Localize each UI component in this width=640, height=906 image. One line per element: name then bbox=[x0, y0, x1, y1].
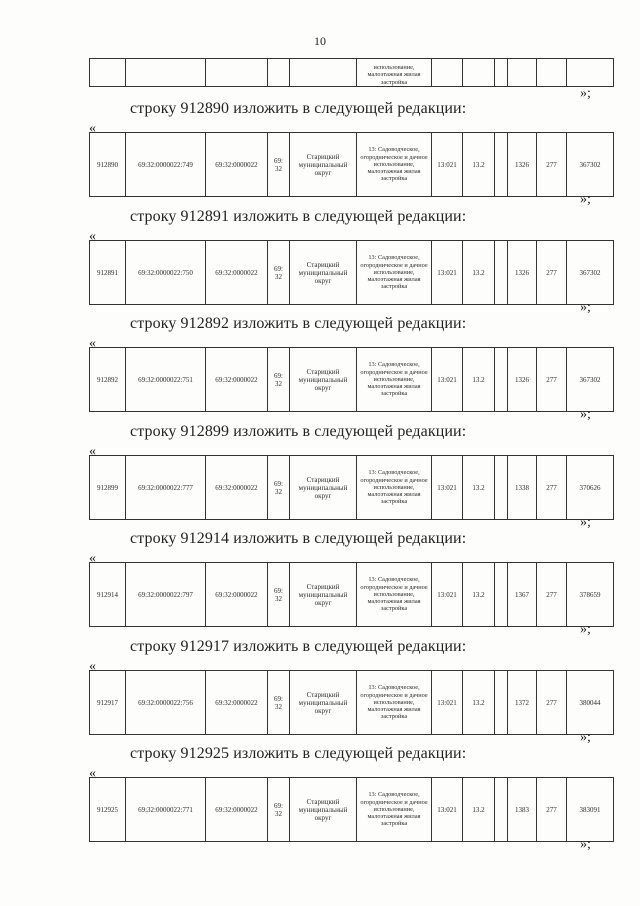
cell-district: Старицкий муниципальный округ bbox=[290, 778, 357, 842]
table-row bbox=[90, 133, 614, 197]
cell-region: 69: 32 bbox=[268, 241, 290, 305]
cell-empty bbox=[495, 456, 508, 520]
table-row bbox=[90, 778, 614, 842]
cell-code: 13:021 bbox=[432, 348, 463, 412]
amendment-heading: строку 912890 изложить в следующей редакции: bbox=[130, 100, 467, 117]
cell-rate: 277 bbox=[537, 456, 567, 520]
register-table bbox=[89, 562, 614, 627]
cell-empty bbox=[495, 59, 508, 87]
cell-district: Старицкий муниципальный округ bbox=[290, 671, 357, 735]
cell-code: 13:021 bbox=[432, 778, 463, 842]
cell-num: 912917 bbox=[90, 671, 126, 735]
amendment-heading: строку 912917 изложить в следующей редакции: bbox=[130, 638, 467, 655]
cell-group: 13.2 bbox=[463, 778, 495, 842]
cell-rate: 277 bbox=[537, 241, 567, 305]
closing-quote: »; bbox=[580, 837, 591, 852]
register-table bbox=[89, 455, 614, 520]
cell-empty bbox=[495, 241, 508, 305]
table-row bbox=[90, 456, 614, 520]
cell-use: использование, малоэтажная жилая застройка bbox=[357, 59, 432, 87]
cell-area bbox=[508, 59, 537, 87]
cell-group: 13.2 bbox=[463, 241, 495, 305]
cell-code: 13:021 bbox=[432, 241, 463, 305]
opening-quote: « bbox=[89, 659, 96, 674]
cell-group: 13.2 bbox=[463, 563, 495, 627]
opening-quote: « bbox=[89, 766, 96, 781]
cell-use: 13: Садоводческое, огородническое и дачное использование, малоэтажная жилая застройка bbox=[357, 778, 432, 842]
register-table bbox=[89, 777, 614, 842]
cell-code: 13:021 bbox=[432, 671, 463, 735]
cell-num bbox=[90, 59, 126, 87]
cell-use: 13: Садоводческое, огородническое и дачное использование, малоэтажная жилая застройка bbox=[357, 348, 432, 412]
table-row bbox=[90, 563, 614, 627]
closing-quote: »; bbox=[580, 622, 591, 637]
closing-quote: »; bbox=[580, 192, 591, 207]
cell-area: 1338 bbox=[508, 456, 537, 520]
cell-value: 380044 bbox=[567, 671, 614, 735]
cell-district bbox=[290, 59, 357, 87]
cell-block: 69:32:0000022 bbox=[206, 456, 268, 520]
table-row bbox=[90, 241, 614, 305]
cell-rate: 277 bbox=[537, 133, 567, 197]
cell-value: 383091 bbox=[567, 778, 614, 842]
amendment-heading: строку 912925 изложить в следующей редакции: bbox=[130, 745, 467, 762]
cell-num: 912925 bbox=[90, 778, 126, 842]
cell-block: 69:32:0000022 bbox=[206, 778, 268, 842]
cell-code bbox=[432, 59, 463, 87]
cell-district: Старицкий муниципальный округ bbox=[290, 133, 357, 197]
cell-region: 69: 32 bbox=[268, 133, 290, 197]
cell-rate: 277 bbox=[537, 778, 567, 842]
cell-block: 69:32:0000022 bbox=[206, 563, 268, 627]
closing-quote: »; bbox=[580, 300, 591, 315]
cell-use: 13: Садоводческое, огородническое и дачное использование, малоэтажная жилая застройка bbox=[357, 133, 432, 197]
cell-block: 69:32:0000022 bbox=[206, 241, 268, 305]
cell-area: 1326 bbox=[508, 133, 537, 197]
cell-empty bbox=[495, 671, 508, 735]
cell-value: 370626 bbox=[567, 456, 614, 520]
cell-district: Старицкий муниципальный округ bbox=[290, 241, 357, 305]
opening-quote: « bbox=[89, 551, 96, 566]
cell-num: 912891 bbox=[90, 241, 126, 305]
cell-empty bbox=[495, 348, 508, 412]
cell-num: 912892 bbox=[90, 348, 126, 412]
closing-quote: »; bbox=[580, 515, 591, 530]
cell-region: 69: 32 bbox=[268, 348, 290, 412]
page-number: 10 bbox=[314, 34, 326, 48]
closing-quote: »; bbox=[580, 407, 591, 422]
cell-cadastral-number bbox=[126, 59, 206, 87]
cell-use: 13: Садоводческое, огородническое и дачное использование, малоэтажная жилая застройка bbox=[357, 563, 432, 627]
cell-group bbox=[463, 59, 495, 87]
cell-region: 69: 32 bbox=[268, 456, 290, 520]
cell-num: 912899 bbox=[90, 456, 126, 520]
cell-num: 912914 bbox=[90, 563, 126, 627]
cell-block: 69:32:0000022 bbox=[206, 348, 268, 412]
cell-code: 13:021 bbox=[432, 456, 463, 520]
cell-cadastral-number: 69:32:0000022:756 bbox=[126, 671, 206, 735]
table-row bbox=[90, 348, 614, 412]
cell-value: 367302 bbox=[567, 133, 614, 197]
cell-region: 69: 32 bbox=[268, 563, 290, 627]
cell-cadastral-number: 69:32:0000022:771 bbox=[126, 778, 206, 842]
register-table bbox=[89, 240, 614, 305]
opening-quote: « bbox=[89, 336, 96, 351]
cell-area: 1372 bbox=[508, 671, 537, 735]
cell-region bbox=[268, 59, 290, 87]
opening-quote: « bbox=[89, 444, 96, 459]
cell-use: 13: Садоводческое, огородническое и дачное использование, малоэтажная жилая застройка bbox=[357, 241, 432, 305]
cell-rate: 277 bbox=[537, 671, 567, 735]
cell-empty bbox=[495, 133, 508, 197]
cell-area: 1367 bbox=[508, 563, 537, 627]
cell-district: Старицкий муниципальный округ bbox=[290, 456, 357, 520]
cell-block bbox=[206, 59, 268, 87]
cell-group: 13.2 bbox=[463, 133, 495, 197]
cell-rate: 277 bbox=[537, 563, 567, 627]
cell-block: 69:32:0000022 bbox=[206, 671, 268, 735]
register-table bbox=[89, 132, 614, 197]
cell-code: 13:021 bbox=[432, 563, 463, 627]
cell-district: Старицкий муниципальный округ bbox=[290, 563, 357, 627]
cell-value bbox=[567, 59, 614, 87]
register-table bbox=[89, 670, 614, 735]
cell-code: 13:021 bbox=[432, 133, 463, 197]
opening-quote: « bbox=[89, 229, 96, 244]
cell-block: 69:32:0000022 bbox=[206, 133, 268, 197]
cell-district: Старицкий муниципальный округ bbox=[290, 348, 357, 412]
cell-region: 69: 32 bbox=[268, 671, 290, 735]
cell-use: 13: Садоводческое, огородническое и дачное использование, малоэтажная жилая застройка bbox=[357, 671, 432, 735]
amendment-heading: строку 912914 изложить в следующей редакции: bbox=[130, 530, 467, 547]
cell-value: 367302 bbox=[567, 241, 614, 305]
cell-group: 13.2 bbox=[463, 456, 495, 520]
cell-area: 1326 bbox=[508, 241, 537, 305]
cell-area: 1383 bbox=[508, 778, 537, 842]
table-row bbox=[90, 671, 614, 735]
cell-area: 1326 bbox=[508, 348, 537, 412]
cell-cadastral-number: 69:32:0000022:797 bbox=[126, 563, 206, 627]
cell-cadastral-number: 69:32:0000022:749 bbox=[126, 133, 206, 197]
register-table-fragment bbox=[89, 58, 614, 87]
opening-quote: « bbox=[89, 121, 96, 136]
cell-group: 13.2 bbox=[463, 348, 495, 412]
cell-empty bbox=[495, 563, 508, 627]
cell-num: 912890 bbox=[90, 133, 126, 197]
cell-value: 378659 bbox=[567, 563, 614, 627]
cell-empty bbox=[495, 778, 508, 842]
cell-cadastral-number: 69:32:0000022:750 bbox=[126, 241, 206, 305]
cell-group: 13.2 bbox=[463, 671, 495, 735]
cell-value: 367302 bbox=[567, 348, 614, 412]
amendment-heading: строку 912891 изложить в следующей редакции: bbox=[130, 208, 467, 225]
cell-rate: 277 bbox=[537, 348, 567, 412]
amendment-heading: строку 912899 изложить в следующей редакции: bbox=[130, 423, 467, 440]
closing-quote: »; bbox=[580, 730, 591, 745]
register-table bbox=[89, 347, 614, 412]
cell-region: 69: 32 bbox=[268, 778, 290, 842]
cell-rate bbox=[537, 59, 567, 87]
cell-cadastral-number: 69:32:0000022:777 bbox=[126, 456, 206, 520]
closing-quote: »; bbox=[580, 86, 591, 101]
cell-use: 13: Садоводческое, огородническое и дачное использование, малоэтажная жилая застройка bbox=[357, 456, 432, 520]
amendment-heading: строку 912892 изложить в следующей редакции: bbox=[130, 315, 467, 332]
cell-cadastral-number: 69:32:0000022:751 bbox=[126, 348, 206, 412]
